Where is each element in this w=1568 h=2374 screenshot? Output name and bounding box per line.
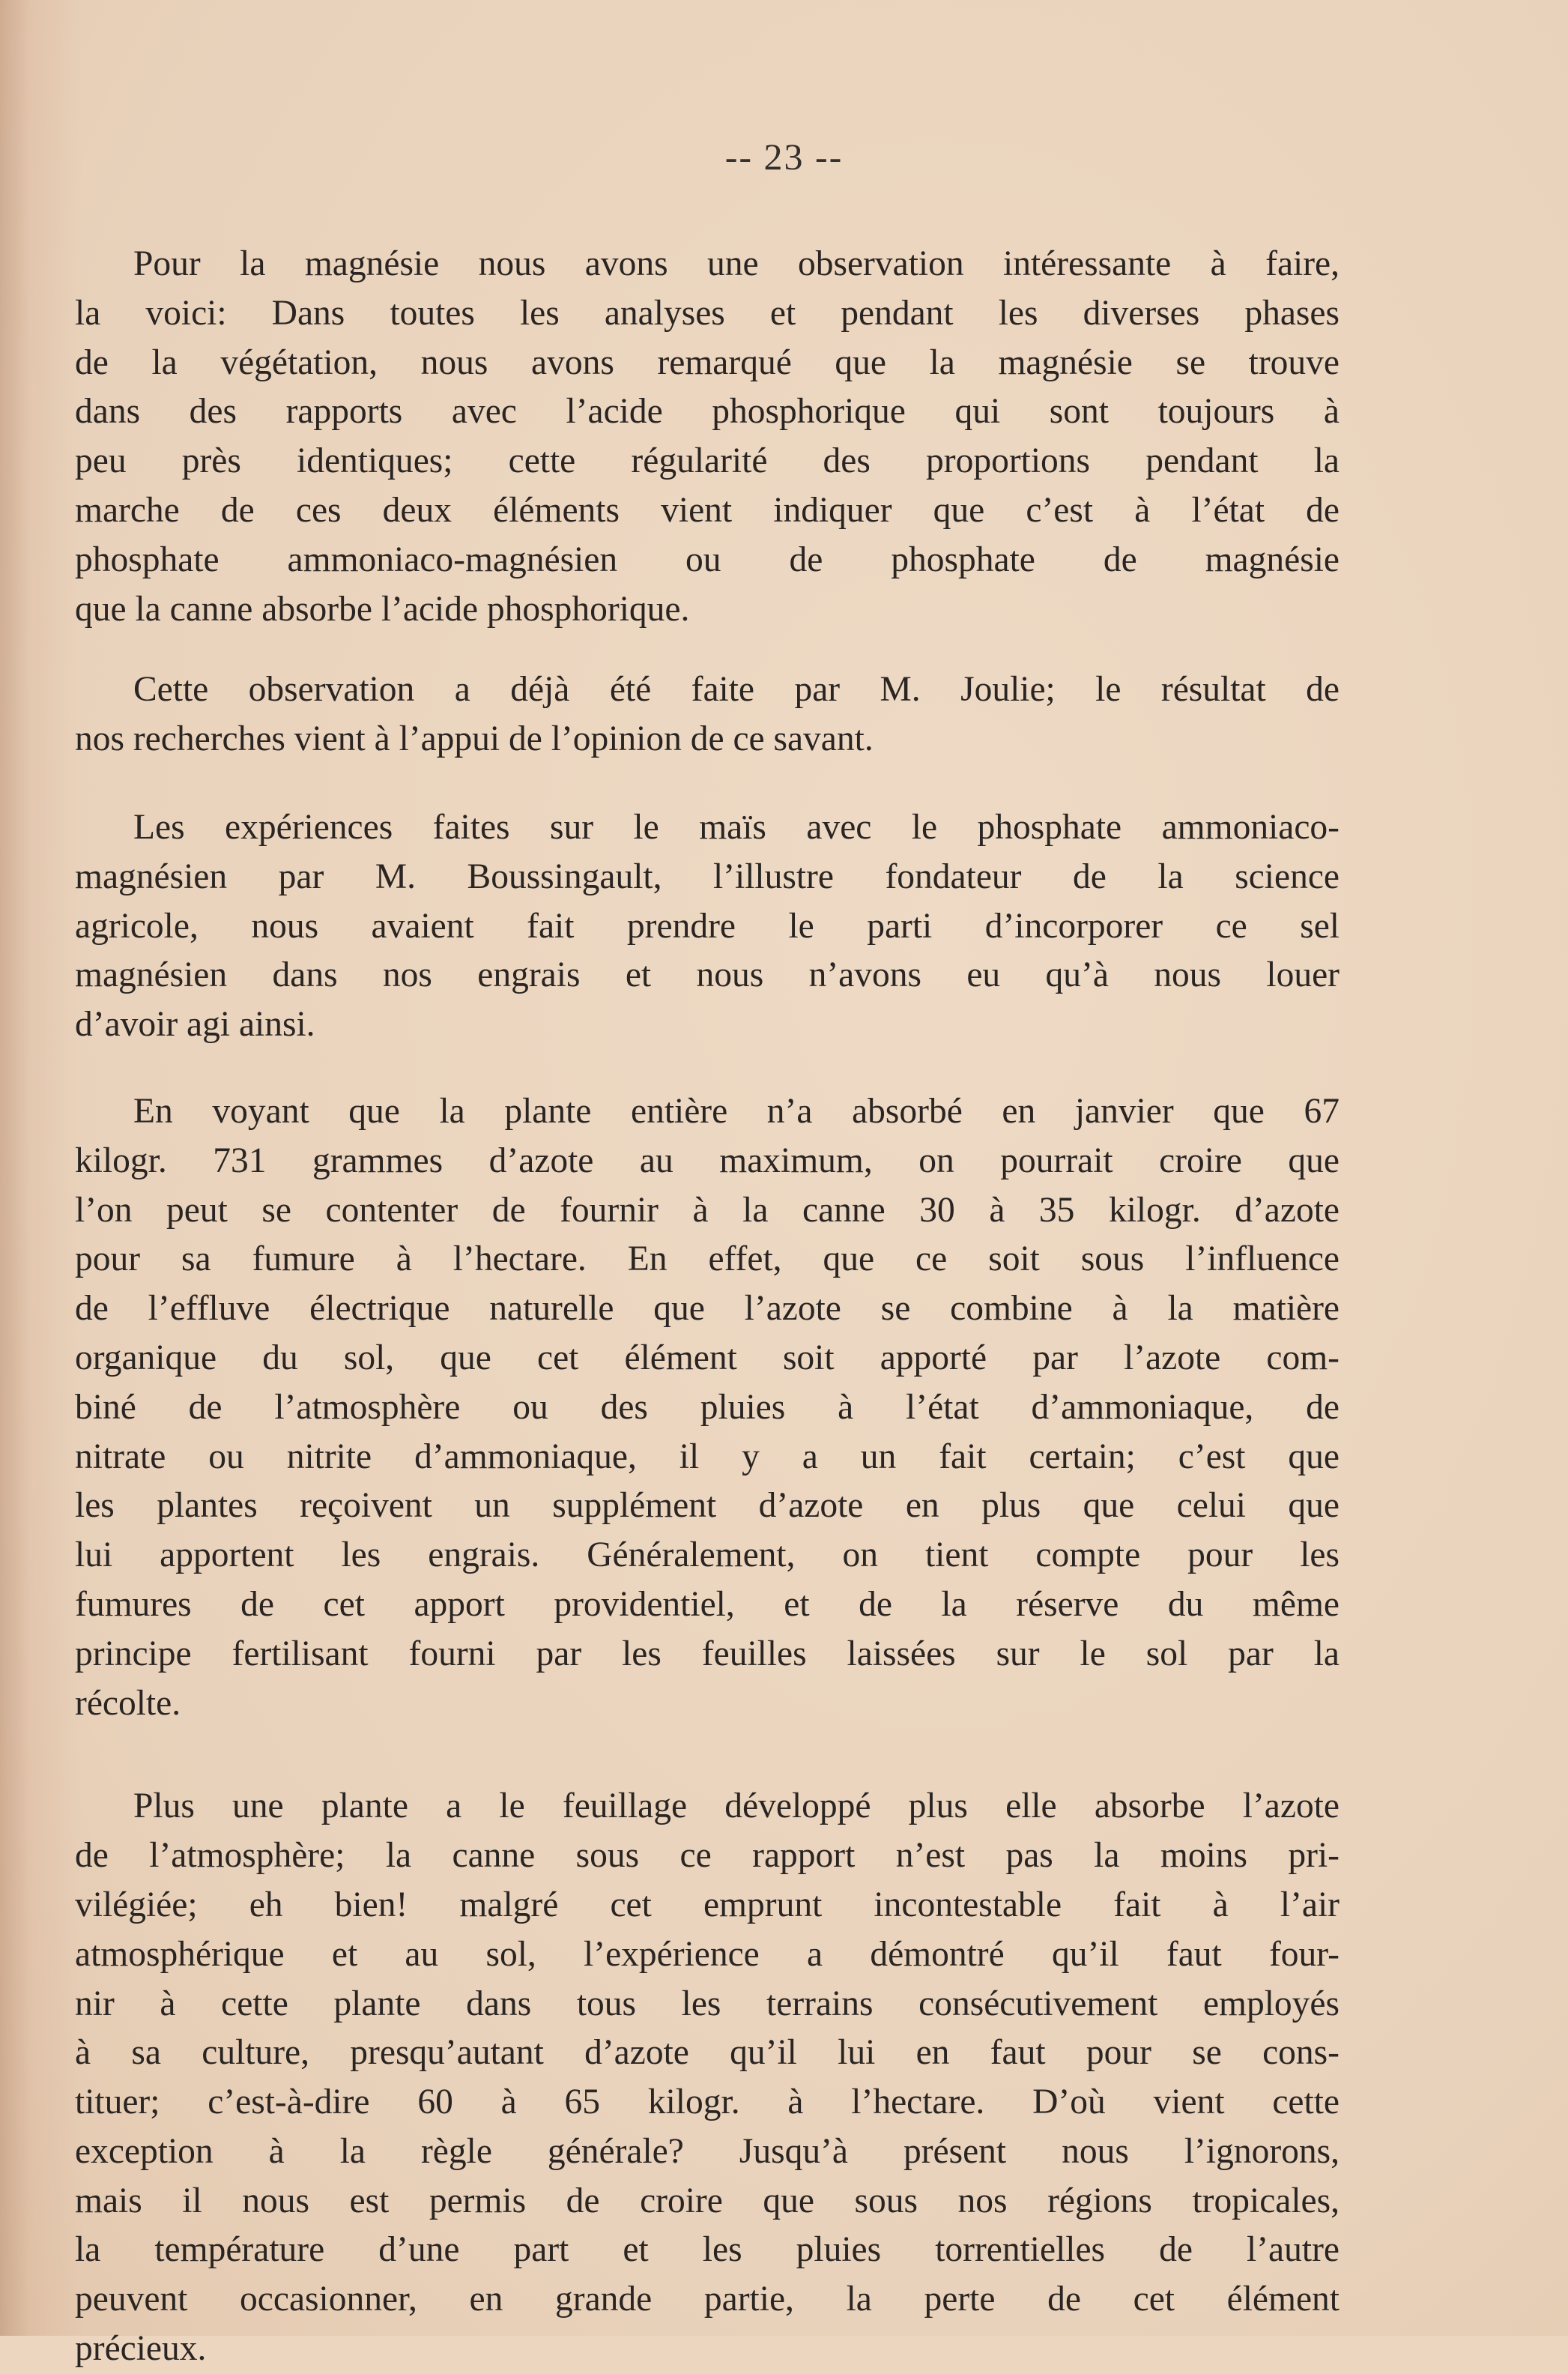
text-line: En voyant que la plante entière n’a absorbé en janvier que 67 — [133, 1091, 1340, 1131]
text-line: nitrate ou nitrite d’ammoniaque, il y a un fait certain; c’est que — [75, 1437, 1340, 1476]
text-line: les plantes reçoivent un supplément d’azote en plus que celui que — [75, 1486, 1340, 1526]
text-line: Pour la magnésie nous avons une observation intéressante à faire, — [133, 244, 1340, 283]
text-line: Plus une plante a le feuillage développé plus elle absorbe l’azote — [133, 1786, 1340, 1826]
text-line: de l’atmosphère; la canne sous ce rapport n’est pas la moins pri- — [75, 1836, 1340, 1876]
paragraph-feuillage — [75, 1782, 1340, 2374]
text-line: magnésien dans nos engrais et nous n’avons eu qu’à nous louer — [75, 955, 1340, 995]
text-line: marche de ces deux éléments vient indiquer que c’est à l’état de — [75, 490, 1340, 530]
paragraph-magnesie — [75, 240, 1340, 634]
text-line: magnésien par M. Boussingault, l’illustre fondateur de la science — [75, 857, 1340, 896]
text-line: pour sa fumure à l’hectare. En effet, que ce soit sous l’influence — [75, 1239, 1340, 1279]
text-line: mais il nous est permis de croire que sous nos régions tropicales, — [75, 2181, 1340, 2220]
text-line: kilogr. 731 grammes d’azote au maximum, on pourrait croire que — [75, 1141, 1340, 1180]
text-line: exception à la règle générale? Jusqu’à présent nous l’ignorons, — [75, 2131, 1340, 2171]
text-line: principe fertilisant fourni par les feuilles laissées sur le sol par la — [75, 1634, 1340, 1673]
text-line: que la canne absorbe l’acide phosphorique. — [75, 589, 690, 629]
paragraph-joulie — [75, 665, 1340, 764]
text-line: phosphate ammoniaco-magnésien ou de phosphate de magnésie — [75, 540, 1340, 579]
text-line: lui apportent les engrais. Généralement, on tient compte pour les — [75, 1535, 1340, 1575]
text-line: la voici: Dans toutes les analyses et pendant les diverses phases — [75, 293, 1340, 333]
text-line: agricole, nous avaient fait prendre le parti d’incorporer ce sel — [75, 906, 1340, 946]
text-line: de l’effluve électrique naturelle que l’azote se combine à la matière — [75, 1289, 1340, 1329]
paragraph-boussingault — [75, 803, 1340, 1050]
text-line: nos recherches vient à l’appui de l’opinion de ce savant. — [75, 719, 874, 759]
text-line: vilégiée; eh bien! malgré cet emprunt incontestable fait à l’air — [75, 1885, 1340, 1924]
text-line: dans des rapports avec l’acide phosphorique qui sont toujours à — [75, 392, 1340, 432]
text-line: peu près identiques; cette régularité des proportions pendant la — [75, 441, 1340, 481]
text-line: précieux. — [75, 2329, 207, 2369]
text-line: l’on peut se contenter de fournir à la canne 30 à 35 kilogr. d’azote — [75, 1190, 1340, 1230]
text-line: récolte. — [75, 1683, 181, 1723]
text-line: tituer; c’est-à-dire 60 à 65 kilogr. à l’hectare. D’où vient cette — [75, 2082, 1340, 2122]
page-body — [75, 240, 1340, 2374]
text-line: biné de l’atmosphère ou des pluies à l’état d’ammoniaque, de — [75, 1387, 1340, 1427]
text-line: peuvent occasionner, en grande partie, la perte de cet élément — [75, 2280, 1340, 2319]
text-line: d’avoir agi ainsi. — [75, 1005, 315, 1045]
text-line: fumures de cet apport providentiel, et de la réserve du même — [75, 1584, 1340, 1624]
text-line: nir à cette plante dans tous les terrains consécutivement employés — [75, 1984, 1340, 2023]
text-line: la température d’une part et les pluies torrentielles de l’autre — [75, 2230, 1340, 2270]
text-line: organique du sol, que cet élément soit apporté par l’azote com- — [75, 1338, 1340, 1377]
text-line: atmosphérique et au sol, l’expérience a démontré qu’il faut four- — [75, 1934, 1340, 1974]
text-line: à sa culture, presqu’autant d’azote qu’il lui en faut pour se cons- — [75, 2033, 1340, 2073]
text-line: de la végétation, nous avons remarqué que la magnésie se trouve — [75, 342, 1340, 382]
text-line: Cette observation a déjà été faite par M. Joulie; le résultat de — [133, 670, 1340, 710]
page-number: -- 23 -- — [724, 136, 844, 178]
text-line: Les expériences faites sur le maïs avec le phosphate ammoniaco- — [133, 807, 1340, 847]
paragraph-azote — [75, 1087, 1340, 1728]
